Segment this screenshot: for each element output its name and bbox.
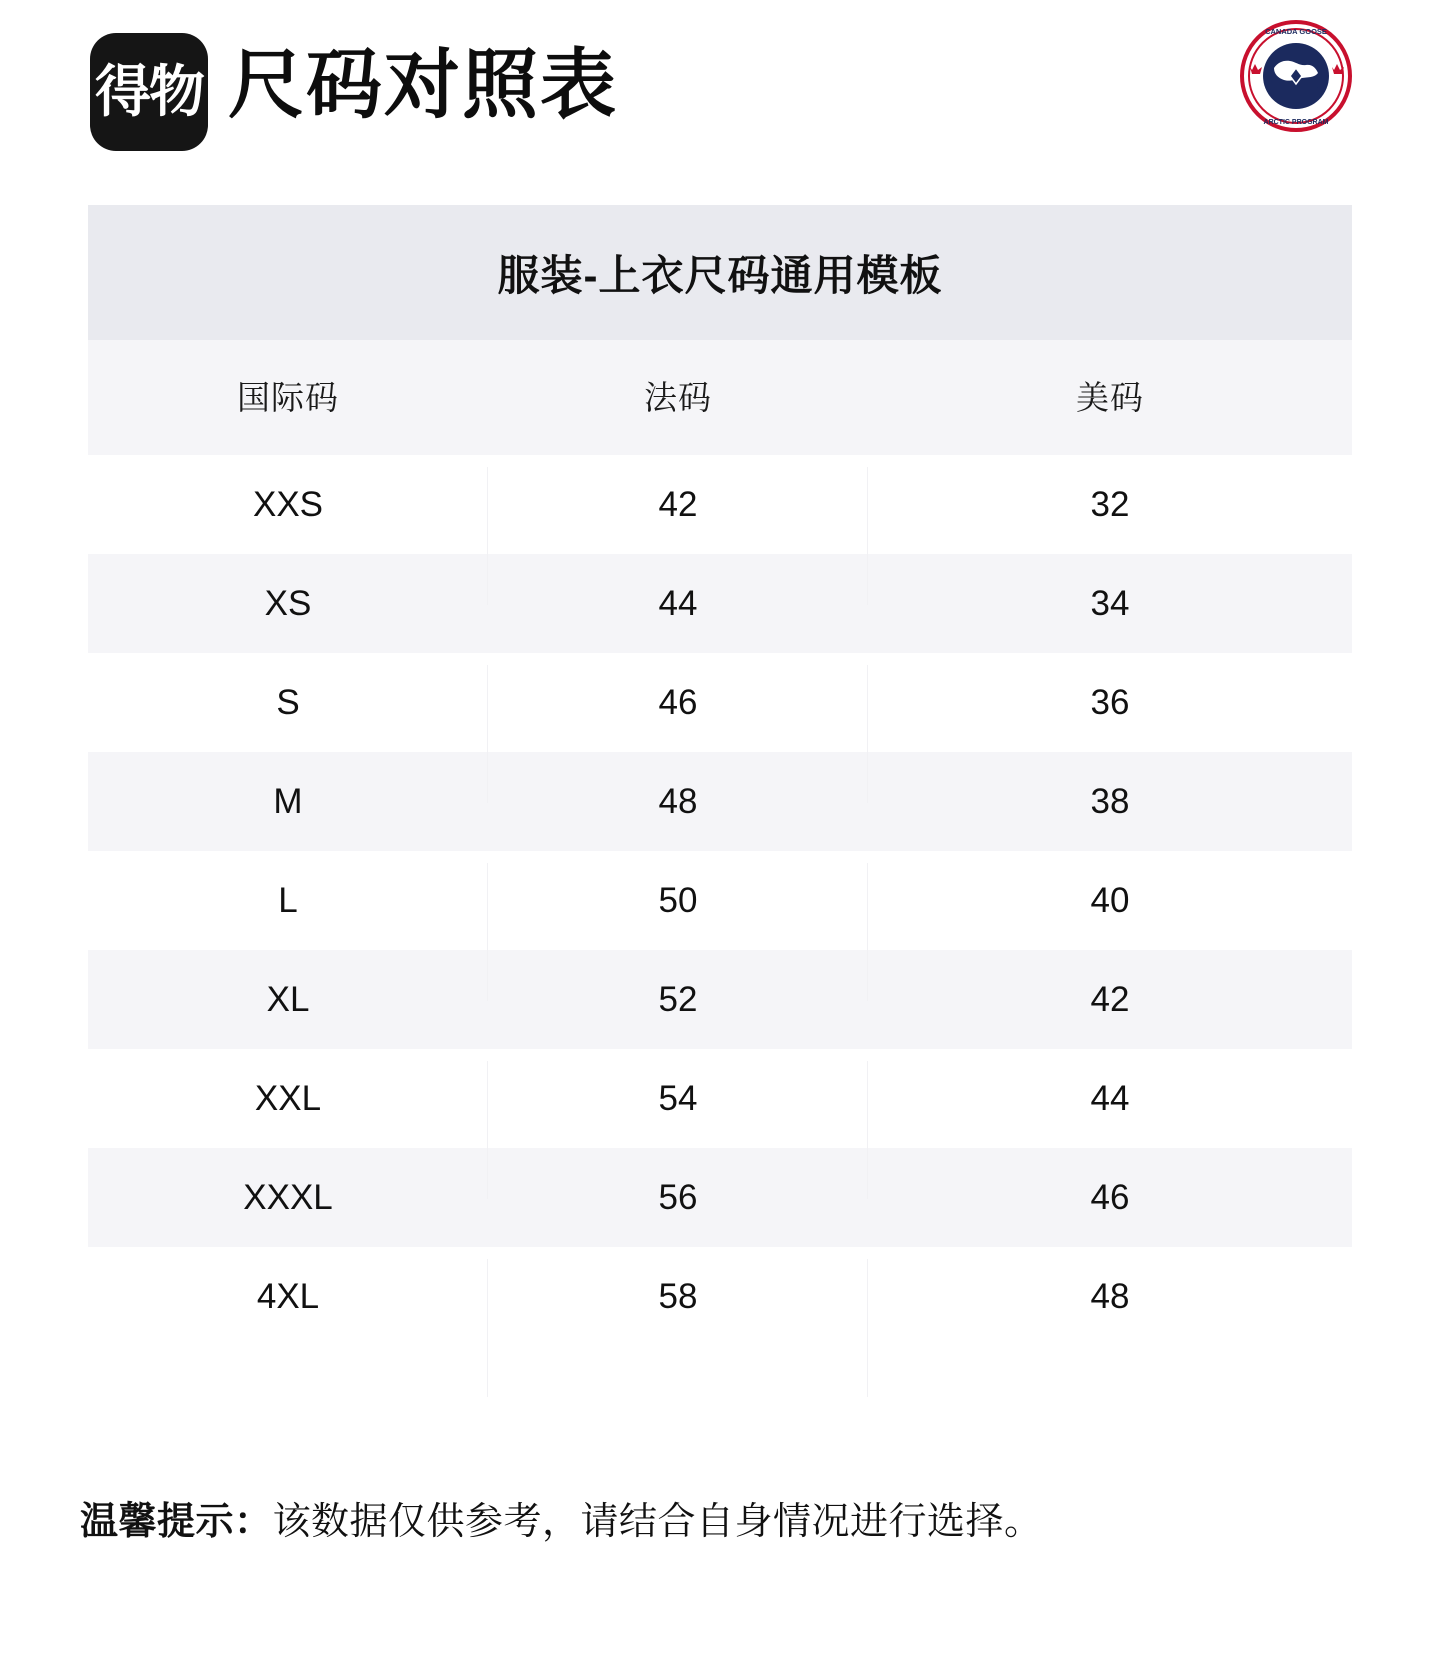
cell-international: XL (266, 980, 310, 1019)
table-caption: 服装-上衣尺码通用模板 (88, 205, 1352, 340)
cell-international: XXS (88, 487, 488, 522)
cell-fr: 44 (658, 584, 698, 623)
table-row (88, 752, 1352, 851)
cell-fr: 58 (488, 1279, 868, 1314)
table-row (88, 1148, 1352, 1247)
svg-text:ARCTIC PROGRAM: ARCTIC PROGRAM (1263, 119, 1329, 126)
table-row (88, 653, 1352, 752)
cell-us: 32 (1090, 485, 1130, 524)
cell-international: S (88, 685, 488, 720)
page-title: 尺码对照表 (228, 43, 618, 128)
cell-fr: 52 (658, 980, 698, 1019)
page-header (0, 0, 1440, 200)
table-row (88, 851, 1352, 950)
cell-fr: 46 (488, 685, 868, 720)
cell-international: XS (264, 584, 312, 623)
table-header-row (88, 340, 1352, 455)
column-header-fr: 法码 (644, 379, 712, 416)
svg-text:CANADA GOOSE: CANADA GOOSE (1265, 27, 1327, 36)
cell-international: XXL (88, 1081, 488, 1116)
cell-international: L (88, 883, 488, 918)
cell-us: 46 (1090, 1178, 1130, 1217)
cell-us: 38 (1090, 782, 1130, 821)
cell-fr: 56 (658, 1178, 698, 1217)
cell-us: 36 (1090, 683, 1130, 722)
cell-fr: 48 (658, 782, 698, 821)
cell-fr: 54 (488, 1081, 868, 1116)
table-row (88, 554, 1352, 653)
footnote (80, 1498, 1380, 1547)
column-header-us: 美码 (1076, 379, 1144, 416)
table-row (88, 455, 1352, 554)
table-row (88, 1049, 1352, 1148)
dewu-logo-icon (90, 33, 208, 151)
cell-fr: 50 (488, 883, 868, 918)
canada-goose-badge-icon (1240, 20, 1352, 132)
cell-us: 40 (1090, 881, 1130, 920)
cell-us: 44 (1090, 1079, 1130, 1118)
column-header-international: 国际码 (237, 379, 339, 416)
footnote-label: 温馨提示： (80, 1501, 273, 1543)
table-row (88, 950, 1352, 1049)
cell-international: M (273, 782, 303, 821)
cell-us: 42 (1090, 980, 1130, 1019)
cell-us: 48 (1090, 1277, 1130, 1316)
cell-international: XXXL (243, 1178, 333, 1217)
cell-us: 34 (1090, 584, 1130, 623)
cell-international: 4XL (88, 1279, 488, 1314)
footnote-text: 该数据仅供参考，请结合自身情况进行选择。 (272, 1501, 1043, 1543)
dewu-logo-text: 得物 (95, 60, 203, 123)
size-chart-table (88, 205, 1352, 1346)
cell-fr: 42 (488, 487, 868, 522)
table-row (88, 1247, 1352, 1346)
